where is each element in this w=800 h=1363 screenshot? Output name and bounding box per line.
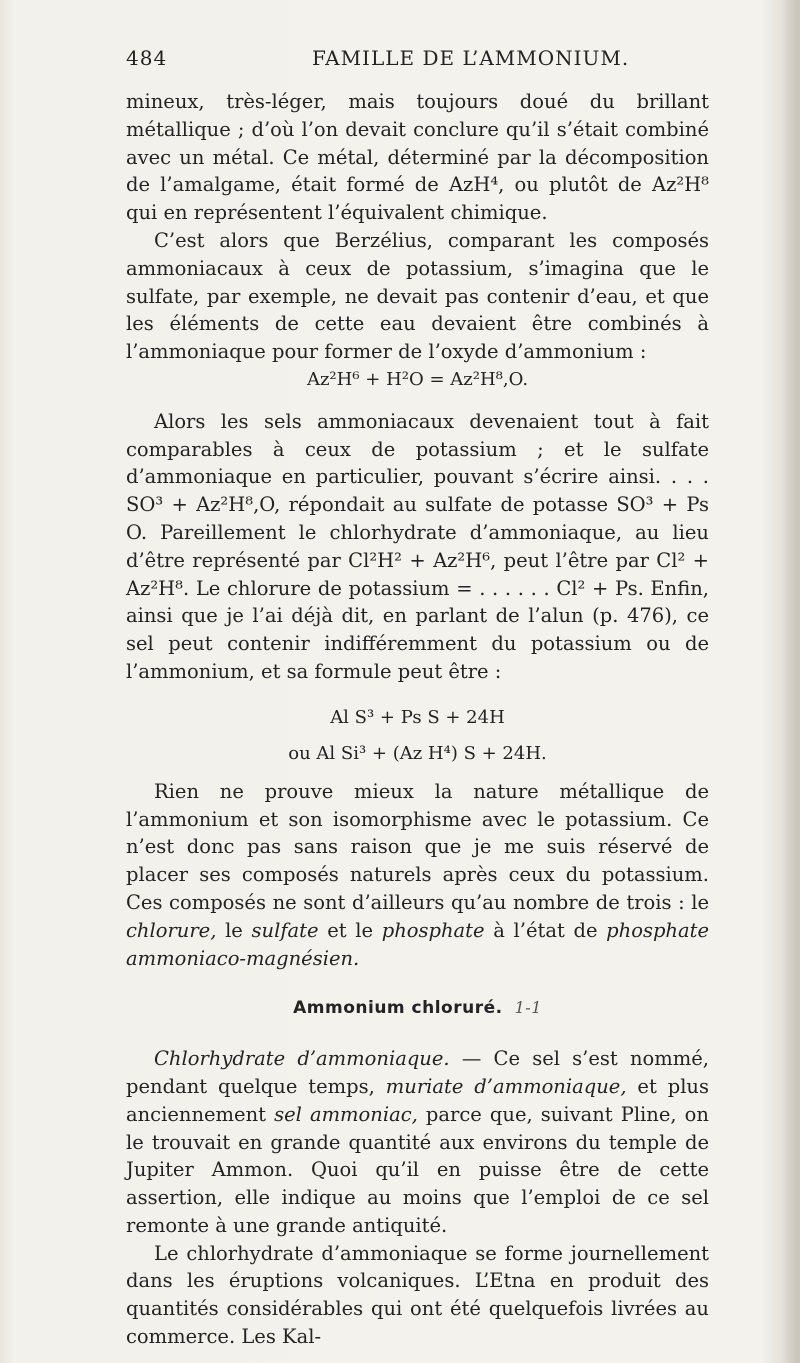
paragraph-4-text-b: le (216, 918, 252, 942)
paragraph-4-text-d: à l’état de (484, 918, 607, 942)
term-chlorure: chlorure, (126, 918, 217, 942)
paragraph-5-text-c: parce que, suivant Pline, on le trouvait en grande quantité aux environs du temple de Jupiter Ammon. Quoi qu’il en puisse être de cette assertion, elle indique au moins que l’emploi de ce sel remonte à une grande antiquité. (126, 1102, 709, 1237)
handwritten-annotation: 1-1 (514, 998, 542, 1018)
section-heading: Ammonium chloruré. (293, 998, 503, 1019)
running-title: FAMILLE DE L’AMMONIUM. (312, 46, 630, 70)
alun-formulas (126, 700, 709, 772)
term-phosphate: phosphate (381, 918, 485, 942)
formula-alun-ammonium: ou Al Si³ + (Az H⁴) S + 24H. (288, 742, 547, 764)
body-text (126, 88, 709, 1351)
page-number: 484 (126, 46, 168, 70)
paragraph-6: Le chlorhydrate d’ammoniaque se forme journellement dans les éruptions volcaniques. L’Etna en produit des quantités considérables qui ont été quelquefois livrées au commerce. Les Kal- (126, 1241, 709, 1349)
running-header (126, 46, 709, 76)
entry-title: Chlorhydrate d’ammoniaque. (154, 1047, 450, 1071)
paragraph-4-text-c: et le (318, 918, 382, 942)
paragraph-2: C’est alors que Berzélius, comparant les composés ammoniacaux à ceux de potassium, s’imagina que le sulfate, par exemple, ne devait pas contenir d’eau, et que les éléments de cette eau devaient être combinés à l’ammoniaque pour former de l’oxyde d’ammonium : (126, 228, 709, 364)
paragraph-5-text-a: — Ce sel s’est nommé, pendant quelque temps, (126, 1047, 709, 1098)
paragraph-5-text-b: et plus anciennement (126, 1074, 709, 1126)
formula-oxyde-ammonium: Az²H⁶ + H²O = Az²H⁸,O. (306, 368, 529, 390)
term-sel-ammoniac: sel ammoniac, (274, 1102, 418, 1126)
paragraph-4-text-a: Rien ne prouve mieux la nature métallique de l’ammonium et son isomorphisme avec le potassium. Ce n’est donc pas sans raison que je me suis réservé de placer ses composés naturels après ceux du potassium. Ces composés ne sont d’ailleurs qu’au nombre de trois : le (126, 779, 709, 914)
term-muriate: muriate d’ammoniaque, (385, 1074, 627, 1098)
term-phosphate-ammoniaco-magnesien: phosphate ammoniaco-magnésien. (126, 918, 709, 970)
paragraph-1: mineux, très-léger, mais toujours doué du brillant métallique ; d’où l’on devait conclure qu’il s’était combiné avec un métal. Ce métal, déterminé par la décomposition de l’amalgame, était formé de AzH⁴, ou plutôt de Az²H⁸ qui en représentent l’équivalent chimique. (126, 90, 709, 225)
page-edge-shadow (782, 0, 800, 1363)
paragraph-5 (126, 1045, 709, 1240)
paragraph-3: Alors les sels ammoniacaux devenaient tout à fait comparables à ceux de potassium ; et le sulfate d’ammoniaque en particulier, pouvant s’écrire ainsi. . . . SO³ + Az²H⁸,O, répondait au sulfate de potasse SO³ + Ps O. Pareillement le chlorhydrate d’ammoniaque, au lieu d’être représenté par Cl²H² + Az²H⁶, peut l’être par Cl² + Az²H⁸. Le chlorure de potassium = . . . . . . Cl² + Ps. Enfin, ainsi que je l’ai déjà dit, en parlant de l’alun (p. 476), ce sel peut contenir indifféremment du potassium ou de l’ammonium, et sa formule peut être : (126, 409, 709, 683)
section-heading-row (126, 994, 709, 1023)
formula-alun-potassium: Al S³ + Ps S + 24H (330, 706, 505, 728)
term-sulfate: sulfate (251, 918, 319, 942)
paragraph-4 (126, 778, 709, 973)
